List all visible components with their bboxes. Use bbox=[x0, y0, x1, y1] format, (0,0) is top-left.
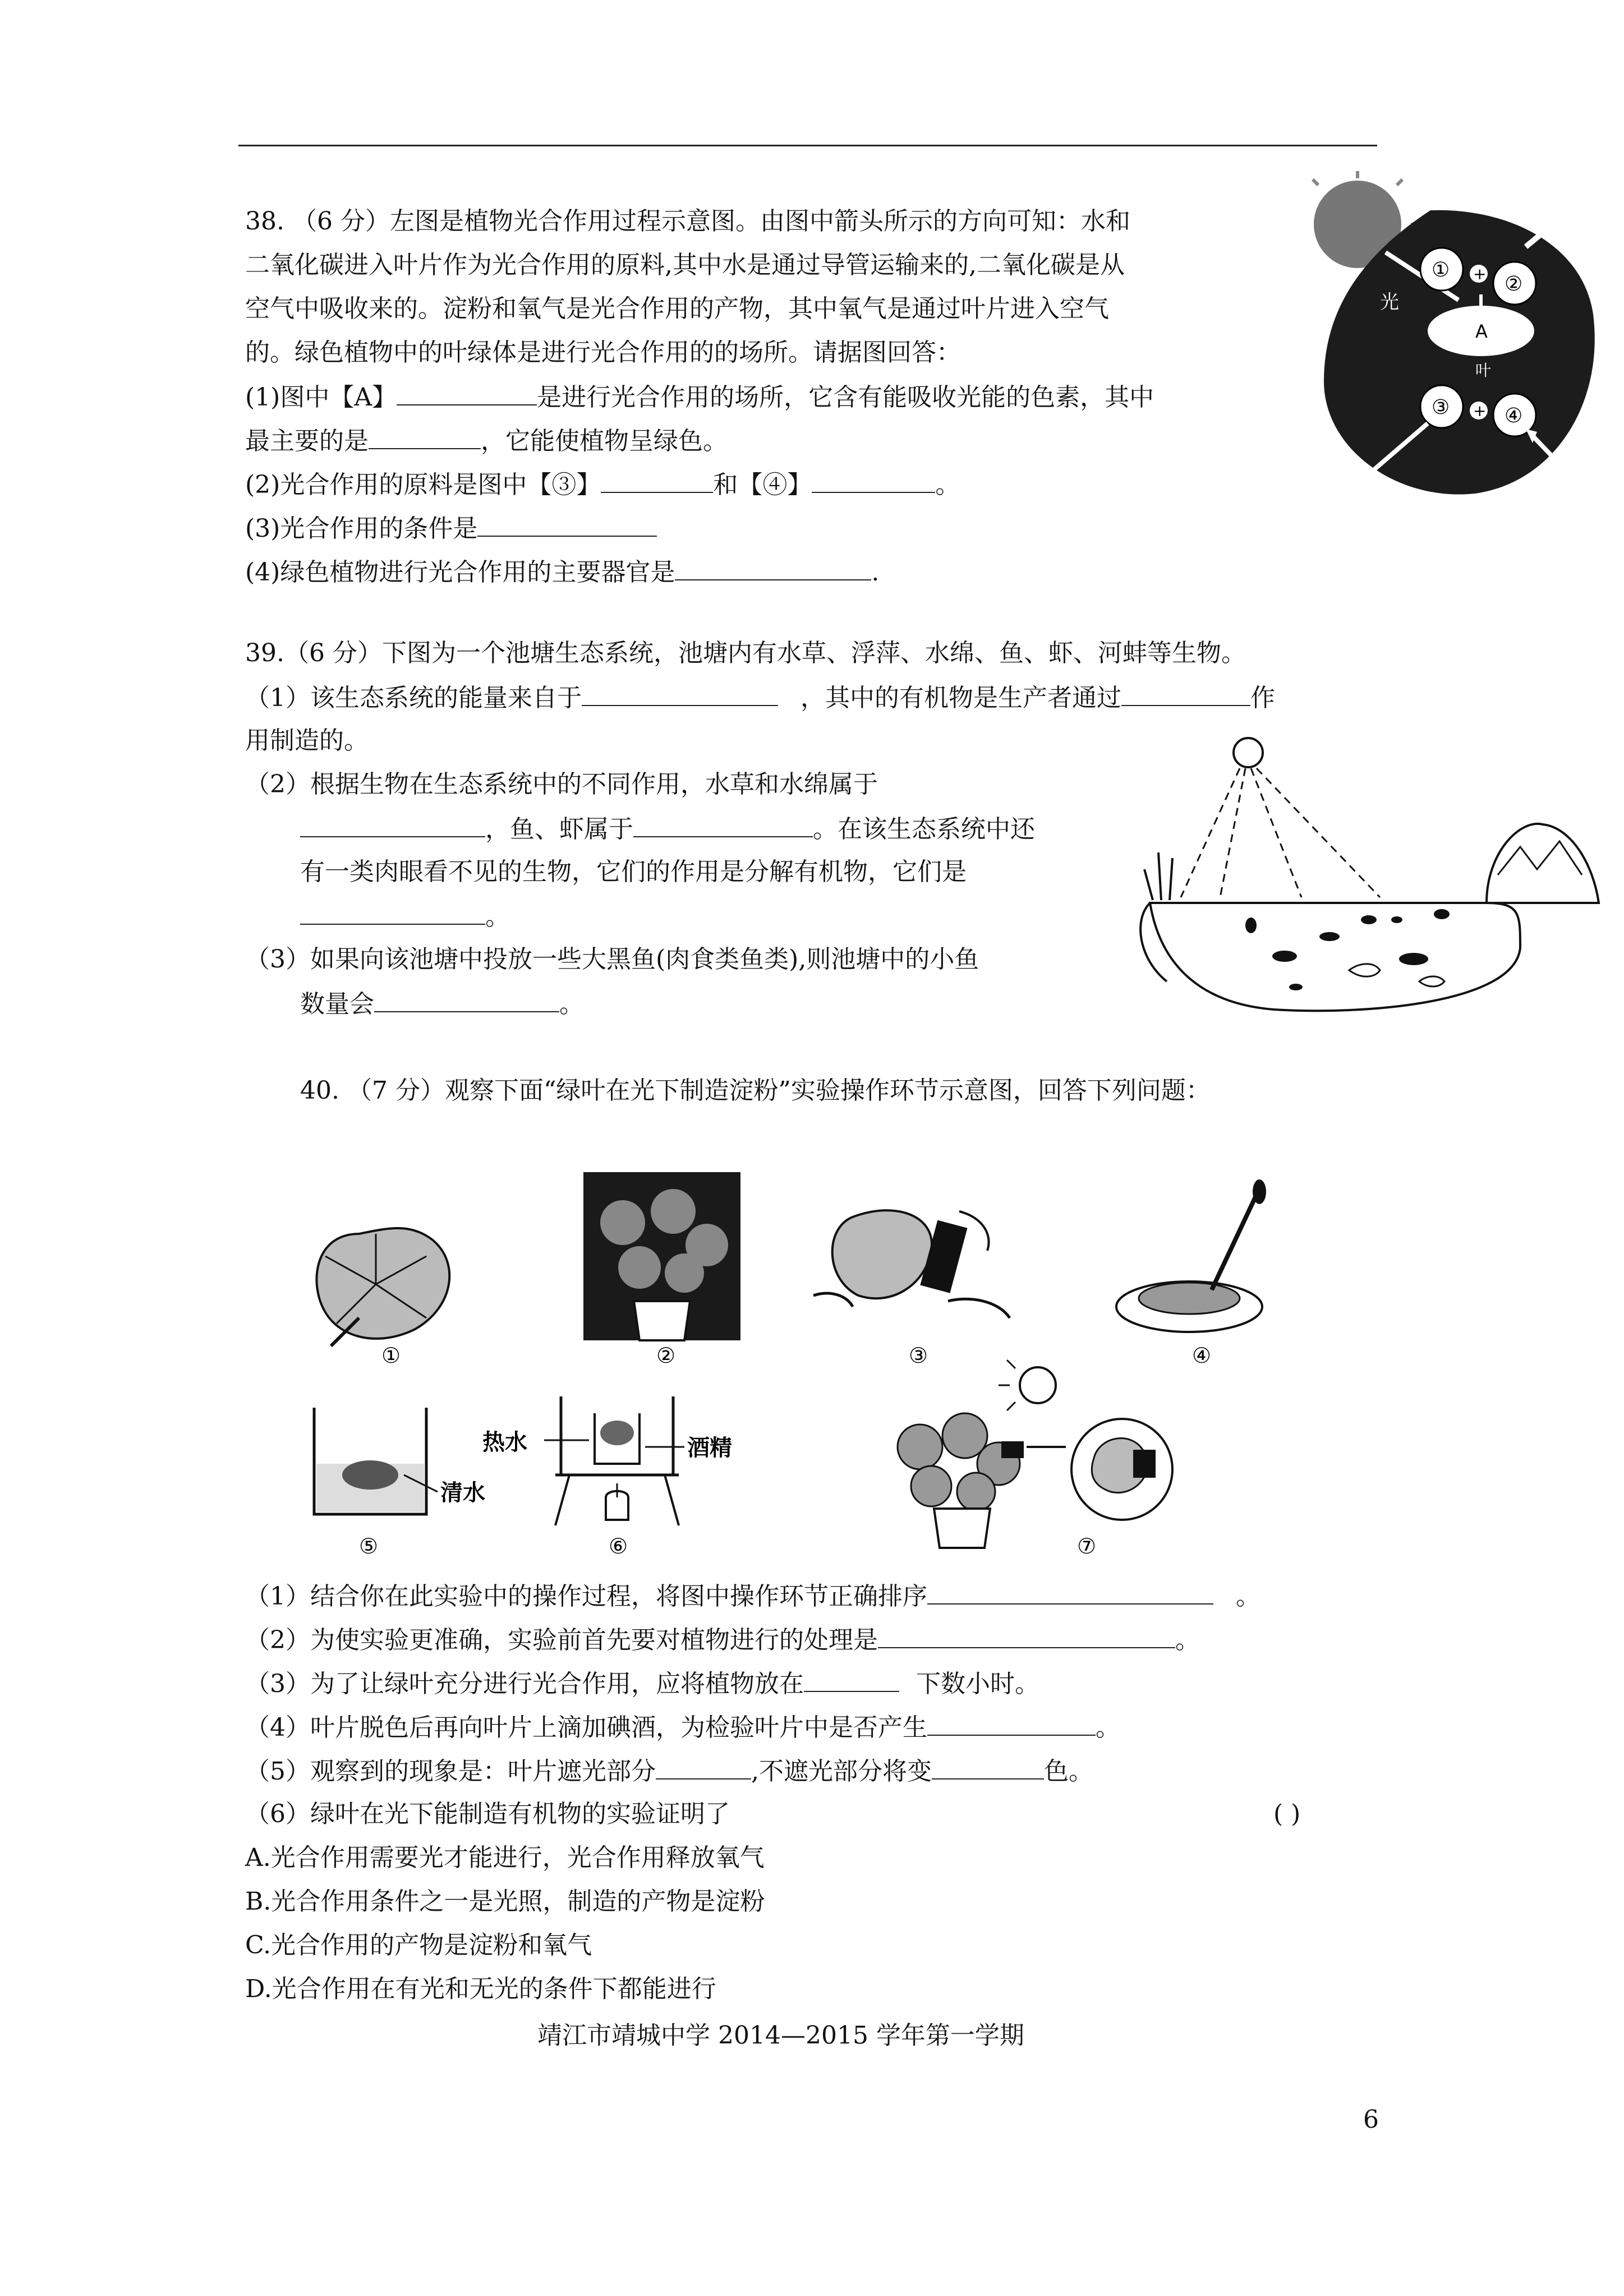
step-label-2: ② bbox=[656, 1343, 676, 1368]
answer-blank-decomposers[interactable] bbox=[300, 899, 485, 925]
q39-part-2-line-3: 有一类肉眼看不见的生物，它们的作用是分解有机物，它们是 bbox=[300, 857, 967, 886]
label-hot-water: 热水 bbox=[482, 1430, 527, 1455]
q38-p1-text-d: ，它能使植物呈绿色。 bbox=[481, 427, 728, 455]
q40-part-6: （6）绿叶在光下能制造有机物的实验证明了 bbox=[245, 1800, 730, 1828]
q38-p2-text-a: (2)光合作用的原料是图中【③】 bbox=[245, 471, 601, 499]
q40-q5-mid: ,不遮光部分将变 bbox=[751, 1757, 932, 1786]
answer-blank-material-4[interactable] bbox=[812, 467, 935, 493]
answer-blank-energy-source[interactable] bbox=[582, 680, 778, 706]
q39-p3-text-b: 数量会 bbox=[300, 990, 374, 1018]
step-3-cover-leaf bbox=[813, 1210, 1010, 1368]
answer-blank-color[interactable] bbox=[932, 1754, 1044, 1779]
q39-part-2-line-2 bbox=[300, 812, 1035, 846]
answer-blank-process[interactable] bbox=[1121, 680, 1250, 706]
q40-q1-end: 。 bbox=[1236, 1582, 1260, 1611]
q39-p1-text-c: 作 bbox=[1250, 684, 1275, 712]
label-clear-water: 清水 bbox=[440, 1480, 485, 1506]
sun-icon bbox=[1234, 738, 1263, 767]
answer-blank-consumers[interactable] bbox=[633, 812, 813, 837]
q39-intro: 39.（6 分）下图为一个池塘生态系统，池塘内有水草、浮萍、水绵、鱼、虾、河蚌等生物。 bbox=[245, 639, 1246, 667]
pond-ecosystem-diagram bbox=[1128, 735, 1610, 1021]
step-label-6: ⑥ bbox=[609, 1534, 628, 1559]
q38-part-2 bbox=[245, 467, 960, 502]
q38-intro-line-4: 的。绿色植物中的叶绿体是进行光合作用的的场所。请据图回答： bbox=[245, 338, 961, 367]
label-2: ② bbox=[1505, 273, 1523, 296]
option-a[interactable]: A.光合作用需要光才能进行，光合作用释放氧气 bbox=[245, 1843, 765, 1872]
label-alcohol: 酒精 bbox=[687, 1435, 732, 1461]
q40-q2-end: 。 bbox=[1175, 1626, 1200, 1654]
step-label-5: ⑤ bbox=[359, 1534, 379, 1559]
q38-p2-text-c: 。 bbox=[935, 471, 960, 499]
q38-p1-text-c: 最主要的是 bbox=[245, 427, 369, 455]
q38-part-1 bbox=[245, 380, 1154, 414]
oxygen-arrow bbox=[1526, 191, 1593, 247]
step-5-rinse bbox=[314, 1408, 485, 1559]
sun-rays bbox=[1181, 768, 1380, 897]
q38-p4-text-a: (4)绿色植物进行光合作用的主要器官是 bbox=[245, 558, 675, 587]
answer-choice-bracket[interactable]: ( ) bbox=[1273, 1800, 1301, 1828]
q39-p2-text-e: 。 bbox=[485, 902, 510, 931]
q39-part-1-cont: 用制造的。 bbox=[245, 726, 369, 755]
q40-part-4 bbox=[245, 1710, 1120, 1745]
label-4: ④ bbox=[1505, 404, 1523, 427]
co2-arrow bbox=[1531, 435, 1593, 499]
answer-blank-producers[interactable] bbox=[300, 812, 485, 837]
step-label-7: ⑦ bbox=[1077, 1534, 1097, 1559]
q38-part-1-cont bbox=[245, 423, 728, 458]
step-label-4: ④ bbox=[1192, 1343, 1212, 1368]
q40-q3-text: （3）为了让绿叶充分进行光合作用，应将植物放在 bbox=[245, 1670, 804, 1698]
q40-q3-end: 下数小时。 bbox=[916, 1670, 1039, 1698]
step-2-dark-plant bbox=[583, 1172, 740, 1368]
q40-part-1 bbox=[245, 1579, 1260, 1613]
answer-blank-fish-count[interactable] bbox=[374, 986, 559, 1012]
label-1: ① bbox=[1432, 259, 1450, 282]
option-b[interactable]: B.光合作用条件之一是光照，制造的产物是淀粉 bbox=[245, 1887, 765, 1916]
answer-blank-chloroplast[interactable] bbox=[397, 380, 537, 405]
q39-p3-text-c: 。 bbox=[559, 990, 584, 1018]
q38-p1-text-b: 是进行光合作用的场所，它含有能吸收光能的色素，其中 bbox=[537, 383, 1154, 412]
label-A: A bbox=[1475, 321, 1488, 342]
q40-q4-text: （4）叶片脱色后再向叶片上滴加碘酒，为检验叶片中是否产生 bbox=[245, 1713, 927, 1742]
option-d[interactable]: D.光合作用在有光和无光的条件下都能进行 bbox=[245, 1975, 716, 2003]
photosynthesis-leaf-diagram bbox=[1290, 168, 1610, 505]
q38-part-3 bbox=[245, 511, 657, 546]
label-3: ③ bbox=[1432, 396, 1450, 419]
pond-outline bbox=[1150, 903, 1520, 1011]
light-label: 光 bbox=[1380, 291, 1399, 313]
q39-p2-text-b: ，鱼、虾属于 bbox=[485, 815, 633, 843]
q39-p2-text-c: 。在该生态系统中还 bbox=[813, 815, 1035, 843]
q38-intro-line-1: 38. （6 分）左图是植物光合作用过程示意图。由图中箭头所示的方向可知：水和 bbox=[245, 207, 1130, 236]
answer-blank-order[interactable] bbox=[927, 1579, 1213, 1605]
pond-organisms bbox=[1245, 909, 1450, 990]
answer-blank-location[interactable] bbox=[804, 1666, 899, 1692]
q39-part-2: （2）根据生物在生态系统中的不同作用，水草和水绵属于 bbox=[245, 770, 878, 799]
plus-bottom: + bbox=[1473, 402, 1487, 420]
step-4-iodine bbox=[1116, 1179, 1266, 1368]
q39-part-3-line-2 bbox=[300, 986, 584, 1021]
answer-blank-product[interactable] bbox=[927, 1710, 1096, 1736]
reeds bbox=[1144, 852, 1172, 900]
q38-part-4 bbox=[245, 555, 879, 589]
q38-intro-line-2: 二氧化碳进入叶片作为光合作用的原料,其中水是通过导管运输来的,二氧化碳是从 bbox=[245, 251, 1125, 279]
q40-intro: 40. （7 分）观察下面“绿叶在光下制造淀粉”实验操作环节示意图，回答下列问题： bbox=[300, 1076, 1211, 1105]
q40-part-5 bbox=[245, 1754, 1093, 1788]
answer-blank-shaded[interactable] bbox=[656, 1754, 751, 1779]
q39-part-1 bbox=[245, 680, 1275, 715]
q40-q1-text: （1）结合你在此实验中的操作过程，将图中操作环节正确排序 bbox=[245, 1582, 927, 1611]
q40-q5-end: 色。 bbox=[1044, 1757, 1093, 1786]
answer-blank-material-3[interactable] bbox=[601, 467, 713, 493]
q38-p2-text-b: 和【④】 bbox=[713, 471, 812, 499]
q40-part-3 bbox=[245, 1666, 1039, 1701]
fish-outline bbox=[1349, 964, 1444, 986]
q39-p1-text-b: ，其中的有机物是生产者通过 bbox=[801, 684, 1121, 712]
option-c[interactable]: C.光合作用的产物是淀粉和氧气 bbox=[245, 1931, 592, 1960]
label-mid: 叶 bbox=[1475, 361, 1492, 380]
step-1-leaf bbox=[316, 1228, 449, 1368]
q40-part-2 bbox=[245, 1622, 1200, 1657]
starch-experiment-figure bbox=[292, 1161, 1358, 1565]
q39-p1-text-a: （1）该生态系统的能量来自于 bbox=[245, 684, 582, 712]
q38-p4-text-b: . bbox=[871, 558, 880, 587]
q40-q2-text: （2）为使实验更准确，实验前首先要对植物进行的处理是 bbox=[245, 1626, 878, 1654]
answer-blank-pretreatment[interactable] bbox=[878, 1622, 1175, 1648]
step-7-light bbox=[898, 1360, 1172, 1559]
step-label-3: ③ bbox=[909, 1343, 928, 1368]
answer-blank-condition[interactable] bbox=[477, 511, 657, 537]
sun-icon bbox=[1020, 1367, 1056, 1403]
q38-p1-text-a: (1)图中【A】 bbox=[245, 383, 397, 412]
step-6-decolor bbox=[482, 1396, 732, 1559]
q40-q5-text: （5）观察到的现象是：叶片遮光部分 bbox=[245, 1757, 656, 1786]
q38-p3-text-a: (3)光合作用的条件是 bbox=[245, 514, 478, 543]
plus-top: + bbox=[1473, 265, 1487, 283]
header-rule bbox=[238, 145, 1377, 146]
page-number: 6 bbox=[1363, 2105, 1379, 2134]
q38-intro-line-3: 空气中吸收来的。淀粉和氧气是光合作用的产物，其中氧气是通过叶片进入空气 bbox=[245, 294, 1109, 323]
answer-blank-organ[interactable] bbox=[675, 555, 871, 580]
answer-blank-pigment[interactable] bbox=[369, 423, 481, 449]
q39-part-2-line-4 bbox=[300, 899, 510, 934]
footer-school: 靖江市靖城中学 2014—2015 学年第一学期 bbox=[537, 2021, 1024, 2050]
q39-part-3: （3）如果向该池塘中投放一些大黑鱼(肉食类鱼类),则池塘中的小鱼 bbox=[245, 945, 979, 974]
step-label-1: ① bbox=[381, 1343, 401, 1368]
q40-q4-end: 。 bbox=[1096, 1713, 1120, 1742]
